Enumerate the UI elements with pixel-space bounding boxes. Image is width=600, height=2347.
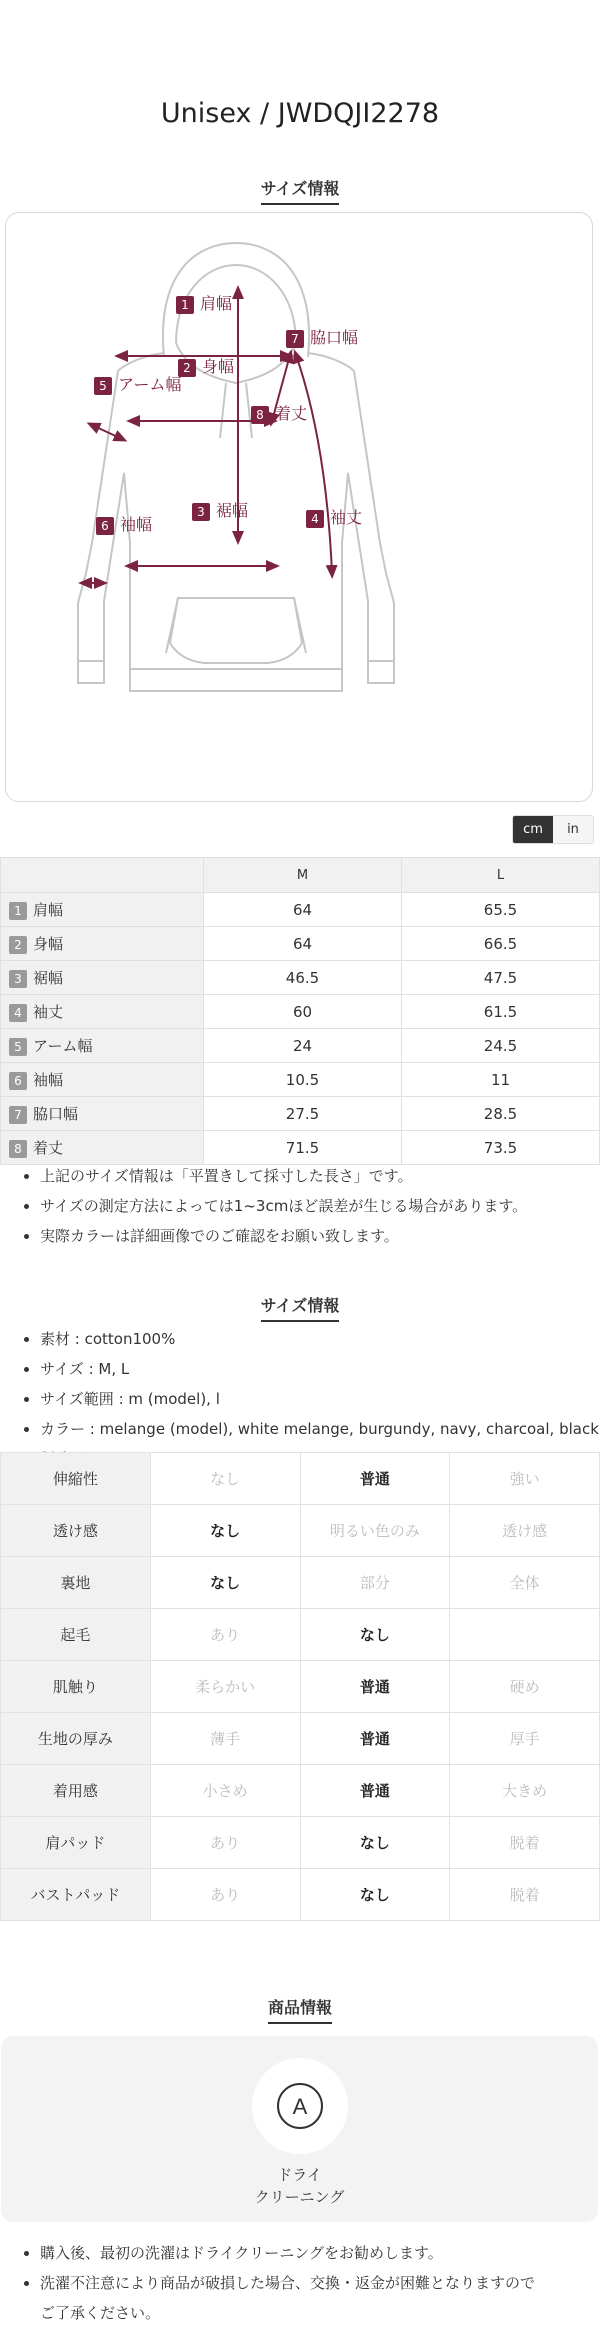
table-row <box>1 927 600 961</box>
size-m-value: 64 <box>204 893 402 927</box>
product-section-heading: 商品情報 <box>0 1995 600 2024</box>
property-option: あり <box>150 1609 300 1661</box>
row-number-badge: 8 <box>9 1140 27 1158</box>
list-item: • サイズ範囲 : m (model), l <box>40 1384 599 1414</box>
diagram-label-4: 4 袖丈 <box>306 505 362 528</box>
row-number-badge: 3 <box>9 970 27 988</box>
table-row <box>1 1097 600 1131</box>
table-header-cell: L <box>402 858 600 893</box>
table-row <box>1 893 600 927</box>
size-m-value: 24 <box>204 1029 402 1063</box>
size-section-heading: サイズ情報 <box>0 176 600 205</box>
table-row <box>1 1869 600 1921</box>
size-table <box>0 857 600 1165</box>
property-option: 普通 <box>300 1765 450 1817</box>
hoodie-size-diagram <box>5 212 593 802</box>
list-item: • 購入後、最初の洗濯はドライクリーニングをお勧めします。 <box>40 2238 535 2268</box>
property-label: バストパッド <box>1 1869 151 1921</box>
table-header-row <box>1 858 600 893</box>
row-number-badge: 7 <box>9 1106 27 1124</box>
size-l-value: 61.5 <box>402 995 600 1029</box>
list-item: • 実際カラーは詳細画像でのご確認をお願い致します。 <box>40 1221 527 1251</box>
row-number-badge: 6 <box>9 1072 27 1090</box>
list-item: • 上記のサイズ情報は「平置きして採寸した長さ」です。 <box>40 1161 527 1191</box>
row-number-badge: 2 <box>9 936 27 954</box>
property-option: 厚手 <box>450 1713 600 1765</box>
table-header-cell: M <box>204 858 402 893</box>
property-option: あり <box>150 1817 300 1869</box>
table-row <box>1 1505 600 1557</box>
size-m-value: 71.5 <box>204 1131 402 1165</box>
property-option: 小さめ <box>150 1765 300 1817</box>
table-row <box>1 1661 600 1713</box>
svg-text:A: A <box>292 2094 308 2119</box>
size-notes <box>0 1161 527 1251</box>
size-l-value: 24.5 <box>402 1029 600 1063</box>
table-row <box>1 1817 600 1869</box>
row-number-badge: 4 <box>9 1004 27 1022</box>
row-label: 8 着丈 <box>1 1131 204 1165</box>
table-row <box>1 1131 600 1165</box>
list-item: • 洗濯不注意により商品が破損した場合、交換・返金が困難となりますので ご了承ください。 <box>40 2268 535 2328</box>
page-title: Unisex / JWDQJI2278 <box>160 98 440 129</box>
property-option: なし <box>300 1869 450 1921</box>
table-row <box>1 1765 600 1817</box>
property-option: あり <box>150 1869 300 1921</box>
property-option: なし <box>300 1817 450 1869</box>
unit-in-button[interactable]: in <box>553 816 593 843</box>
property-option: 透け感 <box>450 1505 600 1557</box>
table-row <box>1 1029 600 1063</box>
diagram-label-5: 5 アーム幅 <box>94 372 182 395</box>
property-label: 起毛 <box>1 1609 151 1661</box>
list-item: • 素材 : cotton100% <box>40 1324 599 1354</box>
spec-section-heading: サイズ情報 <box>0 1293 600 1322</box>
property-option: 全体 <box>450 1557 600 1609</box>
care-icon-wrapper <box>252 2058 348 2154</box>
row-label: 4 袖丈 <box>1 995 204 1029</box>
property-option: なし <box>150 1453 300 1505</box>
property-option: 柔らかい <box>150 1661 300 1713</box>
property-option: なし <box>150 1557 300 1609</box>
property-option <box>450 1609 600 1661</box>
size-l-value: 66.5 <box>402 927 600 961</box>
property-option: 部分 <box>300 1557 450 1609</box>
property-option: 強い <box>450 1453 600 1505</box>
table-row <box>1 961 600 995</box>
property-label: 肩パッド <box>1 1817 151 1869</box>
row-label: 7 脇口幅 <box>1 1097 204 1131</box>
row-label: 3 裾幅 <box>1 961 204 995</box>
property-label: 着用感 <box>1 1765 151 1817</box>
table-row <box>1 1713 600 1765</box>
property-option: 普通 <box>300 1453 450 1505</box>
care-info-box <box>1 2036 598 2222</box>
property-option: 硬め <box>450 1661 600 1713</box>
table-row <box>1 1063 600 1097</box>
size-l-value: 65.5 <box>402 893 600 927</box>
size-l-value: 73.5 <box>402 1131 600 1165</box>
property-option: なし <box>150 1505 300 1557</box>
diagram-label-3: 3 裾幅 <box>192 498 248 521</box>
property-label: 伸縮性 <box>1 1453 151 1505</box>
property-option: 普通 <box>300 1661 450 1713</box>
row-label: 6 袖幅 <box>1 1063 204 1097</box>
list-item: • サイズの測定方法によっては1~3cmほど誤差が生じる場合があります。 <box>40 1191 527 1221</box>
unit-toggle <box>512 815 594 844</box>
size-m-value: 10.5 <box>204 1063 402 1097</box>
property-option: 脱着 <box>450 1817 600 1869</box>
dry-clean-icon <box>252 2058 348 2154</box>
table-row <box>1 1609 600 1661</box>
size-m-value: 60 <box>204 995 402 1029</box>
size-m-value: 27.5 <box>204 1097 402 1131</box>
size-l-value: 47.5 <box>402 961 600 995</box>
property-label: 肌触り <box>1 1661 151 1713</box>
property-option: なし <box>300 1609 450 1661</box>
size-l-value: 28.5 <box>402 1097 600 1131</box>
unit-cm-button[interactable]: cm <box>513 816 553 843</box>
diagram-label-7: 7 脇口幅 <box>286 325 358 348</box>
row-label: 2 身幅 <box>1 927 204 961</box>
row-number-badge: 1 <box>9 902 27 920</box>
diagram-label-1: 1 肩幅 <box>176 291 232 314</box>
row-label: 1 肩幅 <box>1 893 204 927</box>
fabric-properties-table <box>0 1452 600 1921</box>
table-header-cell <box>1 858 204 893</box>
diagram-label-6: 6 袖幅 <box>96 512 152 535</box>
property-label: 生地の厚み <box>1 1713 151 1765</box>
table-row <box>1 1557 600 1609</box>
property-option: 明るい色のみ <box>300 1505 450 1557</box>
diagram-label-8: 8 着丈 <box>251 401 307 424</box>
size-m-value: 46.5 <box>204 961 402 995</box>
row-label: 5 アーム幅 <box>1 1029 204 1063</box>
list-item: • サイズ : M, L <box>40 1354 599 1384</box>
size-m-value: 64 <box>204 927 402 961</box>
list-item: • カラー : melange (model), white melange, burgundy, navy, charcoal, black <box>40 1414 599 1444</box>
size-l-value: 11 <box>402 1063 600 1097</box>
care-label: ドライ クリーニング <box>254 2166 345 2206</box>
care-notes <box>0 2238 535 2328</box>
property-option: 薄手 <box>150 1713 300 1765</box>
property-label: 裏地 <box>1 1557 151 1609</box>
hoodie-outline-icon <box>6 213 594 803</box>
property-option: 大きめ <box>450 1765 600 1817</box>
row-number-badge: 5 <box>9 1038 27 1056</box>
table-row <box>1 995 600 1029</box>
property-option: 普通 <box>300 1713 450 1765</box>
property-option: 脱着 <box>450 1869 600 1921</box>
diagram-label-2: 2 身幅 <box>178 354 234 377</box>
table-row <box>1 1453 600 1505</box>
property-label: 透け感 <box>1 1505 151 1557</box>
